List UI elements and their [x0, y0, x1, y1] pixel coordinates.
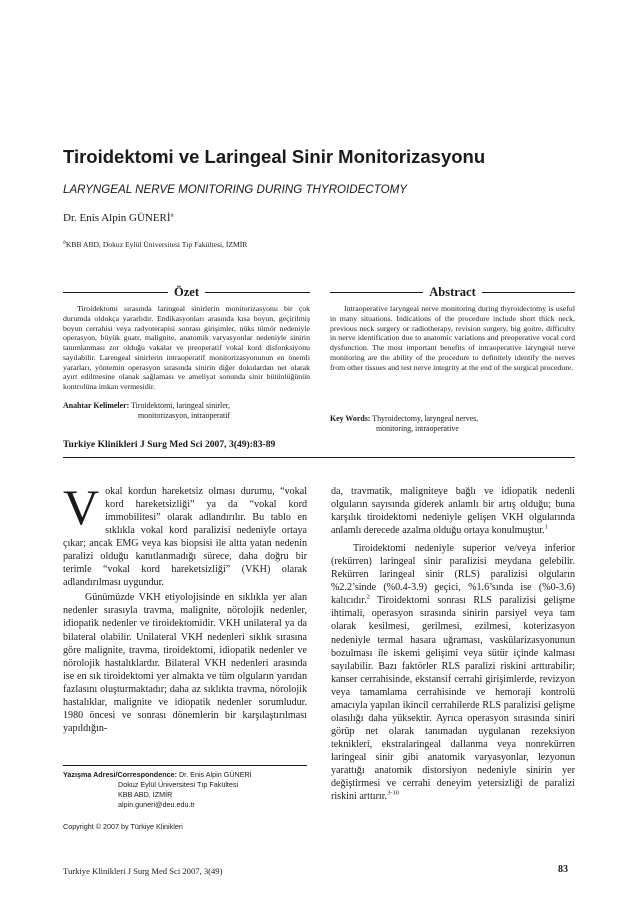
abstract-heading: Abstract	[429, 284, 476, 299]
ozet-kw-line1: Tiroidektomi, laringeal sinirler,	[131, 400, 230, 410]
divider	[330, 292, 423, 293]
drop-cap: V	[63, 479, 100, 535]
divider	[63, 457, 575, 458]
ozet-kw-line2: monitorizasyon, intraoperatif	[138, 410, 231, 420]
ref-sup: 1	[544, 523, 548, 531]
affiliation-text: KBB ABD, Dokuz Eylül Üniversitesi Tıp Fakültesi, İZMİR	[65, 240, 248, 249]
ozet-section	[63, 284, 310, 421]
ozet-keywords	[63, 401, 310, 421]
divider	[205, 292, 310, 293]
article-title: Tiroidektomi ve Laringeal Sinir Monitorizasyonu	[63, 146, 486, 167]
correspondence-line2: KBB ABD, İZMİR	[118, 790, 173, 799]
ozet-kw-label: Anahtar Kelimeler:	[63, 400, 130, 410]
abstract-kw-label: Key Words:	[330, 414, 371, 423]
correspondence	[63, 770, 252, 832]
journal-reference: Turkiye Klinikleri J Surg Med Sci 2007, 3(49):83-89	[63, 439, 276, 450]
correspondence-name: Dr. Enis Alpin GÜNERİ	[178, 770, 252, 779]
ozet-text	[63, 304, 310, 392]
body-right-p1: da, travmatik, maligniteye bağlı ve idiopatik nedenli olguların sayısında giderek anlamlı bir artış olduğu; buna karşılık tiroidektomi nedeniyle gelişen VKH olgularında anlamlı derecede azalma olduğu ortaya konulmuştur.	[331, 486, 575, 537]
author-name: Dr. Enis Alpin GÜNERİ	[63, 212, 171, 224]
abstract-keywords	[330, 414, 575, 434]
author	[63, 212, 173, 224]
body-left-p1: okal kordun hareketsiz olması durumu, “vokal kord hareketsizliği” ya da “vokal kord immobilitesi” olarak adlandırılır. Bu tablo en sıklıkla vokal kord paralizisi nedeniyle ortaya çıkar; ancak EMG veya kas biopsisi ile altta yatan nedenin paralizi olduğu kanıtlanmadığı sürece, daha doğru bir terimle “vokal kord hareketsizliği” (VKH) olarak adlandırılması uygundur.	[63, 486, 307, 589]
body-right-p2: Tiroidektomi nedeniyle superior ve/veya inferior (rekürren) laringeal sinir paralizisi meydana gelebilir. Rekürren laringeal sinir (RLS) paralizisi olguların %2.2’sinde (%0.4-3.9) geçici, %1.6’sında ise (%0-3.6) kalıcıdır.	[331, 543, 575, 607]
ozet-header	[63, 284, 310, 300]
body-right-column	[331, 485, 575, 803]
author-sup: a	[170, 211, 174, 219]
page-footer: Turkiye Klinikleri J Surg Med Sci 2007, 3(49)	[63, 866, 223, 876]
divider	[63, 292, 168, 293]
affiliation	[63, 240, 247, 249]
divider	[63, 765, 307, 766]
copyright: Copyright © 2007 by Türkiye Klinikleri	[63, 822, 183, 831]
body-right-p2b: Tiroidektomi sonrası RLS paralizisi gelişme ihtimali, operasyon sırasında sinirin parsiyel veya tam olarak kesilmesi, gerilmesi, ezilmesi, koterizasyon nedeniyle termal hasara uğraması, vaskülarizasyonunun bozulması ile iskemi gelişimi veya sütür içinde kalması sayılabilir. Bazı faktörler RLS paralizi riskini arttırabilir; kanser cerrahisinde, ekstansif cerrahi girişimlerde, revizyon veya tamamlama cerrahisinde ve hemoraji kontrolü amacıyla yapılan ikincil cerrahilerde RLS paralizisi gelişme olasılığı daha yüksektir. Ayrıca operasyon sırasında siniri görüp net olarak tanımadan uygulanan rezeksiyon teknikleri, ekstralaringeal dallanma veya nonrekürren laringeal sinir gibi anatomik varyasyonlar, lezyonun yarattığı anatomik distorsiyon nedeniyle sinirin yer değiştirmesi ve cerrahi deneyim yetersizliği de paralizi riskini arttırır.	[331, 595, 575, 803]
correspondence-email: alpin.guneri@deu.edu.tr	[118, 800, 195, 809]
article-subtitle: LARYNGEAL NERVE MONITORING DURING THYROIDECTOMY	[63, 183, 408, 196]
abstract-kw-line2: monitoring, intraoperative	[376, 424, 459, 433]
abstract-body: Intraoperative laryngeal nerve monitoring during thyroidectomy is useful in many situations. Indications of the procedure include short thick neck, previous neck surgery or radiotherapy, revision surgery, big goitre, difficulty in nerve identification due to anatomic variations and preoperative vocal cord dysfunction. The most important benefits of intraoperative laryngeal nerve monitoring are the ability of the procedure to definitely identify the nerves from other tissues and test nerve integrity at the end of the surgical procedure.	[330, 304, 575, 372]
body-left-column	[63, 479, 307, 735]
ref-sup: 2	[366, 594, 370, 602]
correspondence-label: Yazışma Adresi/Correspondence:	[63, 770, 177, 779]
divider	[482, 292, 575, 293]
ref-sup: 3-10	[387, 789, 399, 797]
abstract-section	[330, 284, 575, 433]
abstract-kw-line1: Thyroidectomy, laryngeal nerves,	[372, 414, 479, 423]
ozet-heading: Özet	[174, 284, 199, 299]
body-left-p2: Günümüzde VKH etiyolojisinde en sıklıkla yer alan nedenler sırasıyla travma, malignite, nörolojik nedenler, idiopatik nedenler ve tiroidektomidir. VKH unilateral ya da bilateral olabilir. Unilateral VKH nedenleri sıklık sırasına göre malignite, travma, tiroidektomi, idiopatik nedenler ve nörolojik hastalıklardır. Bilateral VKH nedenleri arasında ise en sık tiroidektomi yer almakta ve tüm olguların yarıdan fazlasını oluşturmaktadır; daha az sıklıkta travma, nörolojik hastalıklar, malignite ve idiopatik nedenler sorumludur. 1980 öncesi ve sonrası dönemlerin bir karşılaştırılması yapıldığın-	[63, 592, 307, 734]
page-number: 83	[558, 864, 568, 875]
ozet-body: Tiroidektomi sırasında laringeal sinirlerin monitorizasyonu bir çok durumda oldukça yararlıdır. Endikasyonları arasında kısa boyun, geçirilmiş boyun cerrahisi veya radyoterapisi sonrası girişimler, nüks tümör nedeniyle operasyon, büyük guatr, malignite, anatomik varyasyonlar nedeniyle sinirin tanımlanması zor olduğu vakalar ve preoperatif vokal kord disfonksiyonu sayılabilir. Larengeal sinirlerin intraoperatif monitorizasyonunun en önemli yararları, yöntemin operasyon sırasında sinirin diğer dokulardan net olarak ayırt edilmesine olanak sağlaması ve ameliyat sonunda sinir bütünlüğünün kontrolüna imkan vermesidir.	[63, 304, 310, 391]
abstract-text	[330, 304, 575, 372]
correspondence-line1: Dokuz Eylül Üniversitesi Tıp Fakültesi	[118, 780, 239, 789]
abstract-header	[330, 284, 575, 300]
affiliation-sup: a	[63, 238, 66, 246]
